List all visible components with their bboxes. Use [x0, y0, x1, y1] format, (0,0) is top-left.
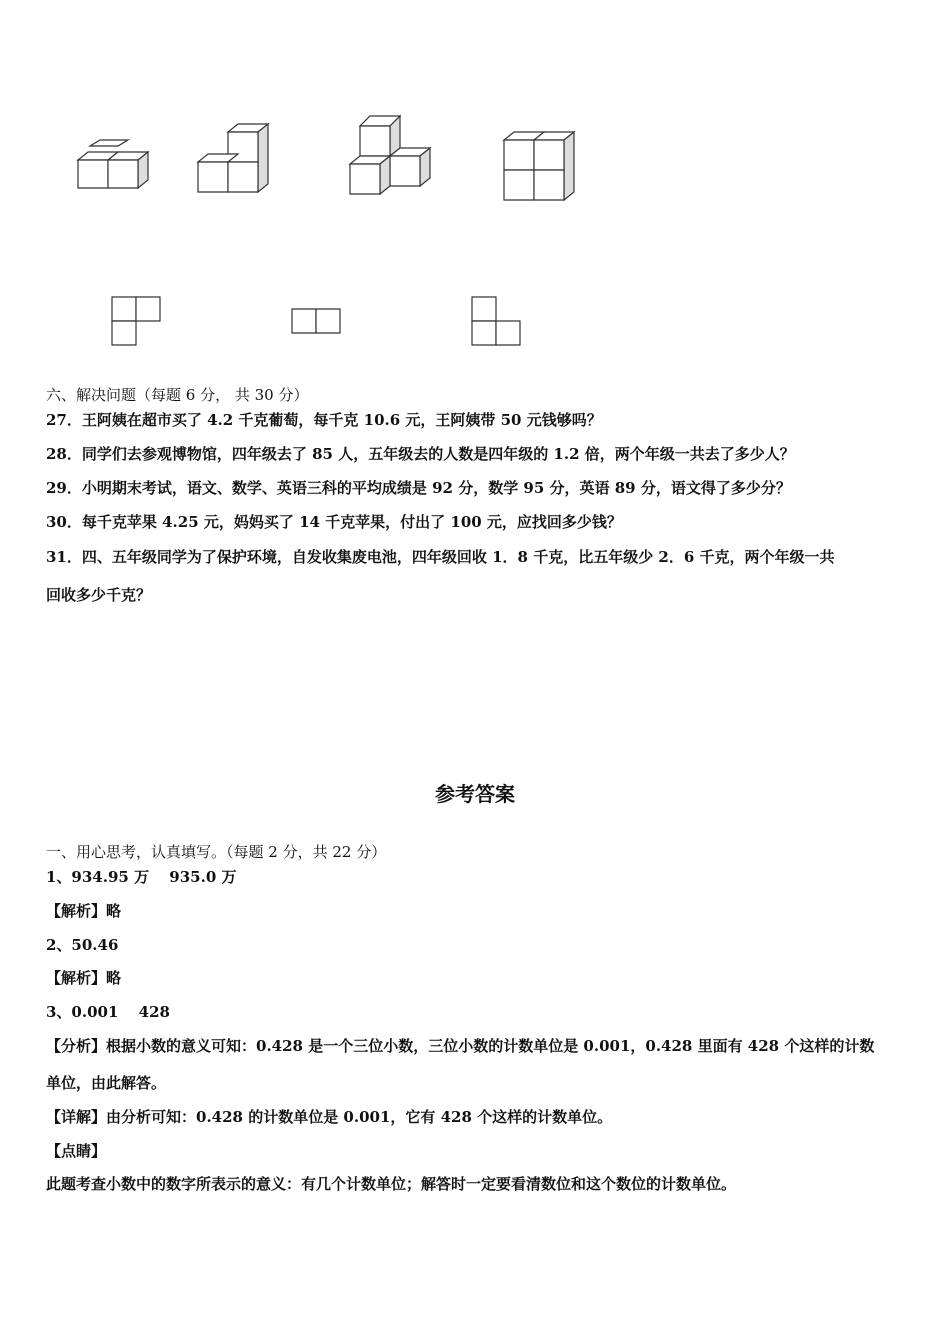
question-30: 30．每千克苹果 4.25 元，妈妈买了 14 千克苹果，付出了 100 元，应找回多少钱？ [46, 513, 622, 531]
question-28: 28．同学们去参观博物馆，四年级去了 85 人，五年级去的人数是四年级的 1.2 倍，两个年级一共去了多少人？ [46, 445, 795, 463]
answer-line-1: 1、934.95 万 935.0 万 [46, 868, 237, 886]
question-31-cont: 回收多少千克？ [46, 586, 152, 604]
question-27: 27．王阿姨在超市买了 4.2 千克葡萄，每千克 10.6 元，王阿姨带 50 元钱够吗？ [46, 411, 602, 429]
cube-figure-3 [348, 112, 434, 198]
cube-figure-4 [502, 128, 580, 206]
view-figure-1 [110, 295, 164, 347]
view-figure-2 [290, 307, 344, 335]
section-heading: 六、解决问题（每题 6 分， 共 30 分） [46, 386, 309, 404]
answer-line-4: 【解析】略 [46, 969, 122, 987]
answer-line-6: 【分析】根据小数的意义可知：0.428 是一个三位小数，三位小数的计数单位是 0.001，0.428 里面有 428 个这样的计数 [46, 1037, 875, 1055]
answer-line-3: 2、50.46 [46, 936, 119, 954]
cube-figure-1 [76, 138, 152, 192]
answer-line-7: 单位，由此解答。 [46, 1074, 167, 1092]
question-29: 29．小明期末考试，语文、数学、英语三科的平均成绩是 92 分，数学 95 分，英语 89 分，语文得了多少分？ [46, 479, 791, 497]
view-figure-3 [470, 295, 524, 347]
answer-line-8: 【详解】由分析可知：0.428 的计数单位是 0.001，它有 428 个这样的计数单位。 [46, 1108, 613, 1126]
answers-title: 参考答案 [435, 782, 515, 806]
cube-figure-2 [196, 120, 272, 196]
answer-line-10: 此题考查小数中的数字所表示的意义：有几个计数单位；解答时一定要看清数位和这个数位的计数单位。 [46, 1175, 737, 1193]
answer-line-5: 3、0.001 428 [46, 1003, 170, 1021]
answer-line-9: 【点睛】 [46, 1142, 107, 1160]
answer-line-2: 【解析】略 [46, 902, 122, 920]
question-31: 31．四、五年级同学为了保护环境，自发收集废电池，四年级回收 1．8 千克，比五年级少 2．6 千克，两个年级一共 [46, 548, 835, 566]
answers-heading: 一、用心思考，认真填写。（每题 2 分，共 22 分） [46, 843, 387, 861]
